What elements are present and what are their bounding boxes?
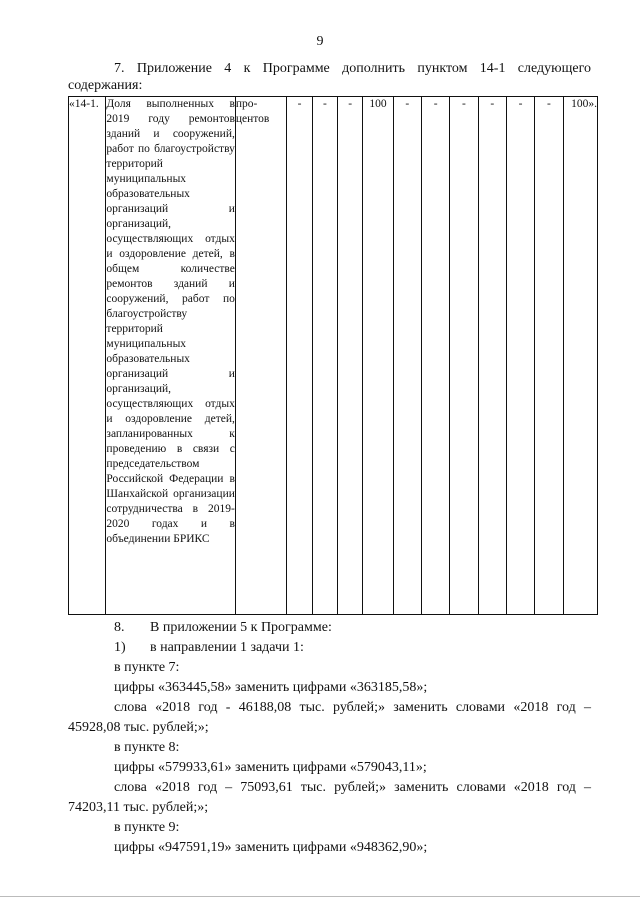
list-item: цифры «947591,19» заменить цифрами «948362,90»; <box>114 840 428 855</box>
value-cell: - <box>535 97 563 615</box>
indicator-name: Доля выполненных в 2019 году ремонтов зданий и сооружений, работ по благоустройству территорий муниципальных образовательных организаций и организаций, осуществляющих отдых и оздоровление детей, в общем количестве ремонтов зданий и сооружений, работ по благоустройству территорий муниципальных образовательных организаций и организаций, осуществляющих отдых и оздоровление детей, запланированных к проведению в связи с председательством Российской Федерации в Шанхайской организации сотрудничества в 2019-2020 годах и в объединении БРИКС <box>106 97 235 615</box>
list-item: в пункте 8: <box>114 740 180 755</box>
table-row <box>69 97 598 615</box>
list-item: цифры «363445,58» заменить цифрами «363185,58»; <box>114 680 428 695</box>
item-number: 8. <box>114 620 125 635</box>
list-item: слова «2018 год – 75093,61 тыс. рублей;» заменить словами «2018 год – 74203,11 тыс. рублей;»; <box>68 780 591 815</box>
list-item <box>68 618 591 638</box>
item-text: В приложении 5 к Программе: <box>150 620 332 635</box>
value-cell: - <box>421 97 449 615</box>
value-cell: - <box>338 97 363 615</box>
value-cell: - <box>450 97 478 615</box>
list-item: слова «2018 год - 46188,08 тыс. рублей;» заменить словами «2018 год – 45928,08 тыс. рублей;»; <box>68 700 591 735</box>
intro-paragraph: 7. Приложение 4 к Программе дополнить пунктом 14-1 следующего содержания: <box>68 61 591 93</box>
row-number: «14-1. <box>69 97 106 615</box>
value-cell: - <box>287 97 312 615</box>
amendments-text <box>68 618 591 858</box>
list-item: цифры «579933,61» заменить цифрами «579043,11»; <box>114 760 427 775</box>
list-item <box>68 638 591 658</box>
scan-edge-line <box>0 896 640 897</box>
list-item: в пункте 9: <box>114 820 180 835</box>
last-value-cell: 100». <box>563 97 597 615</box>
page-number: 9 <box>316 34 324 49</box>
unit-cell: про- центов <box>235 97 287 615</box>
item-text: в направлении 1 задачи 1: <box>150 640 304 655</box>
value-cell: 100 <box>363 97 393 615</box>
value-cell: - <box>312 97 337 615</box>
value-cell: - <box>393 97 421 615</box>
value-cell: - <box>506 97 534 615</box>
indicator-table <box>68 96 598 615</box>
list-item: в пункте 7: <box>114 660 180 675</box>
value-cell: - <box>478 97 506 615</box>
item-number: 1) <box>114 640 126 655</box>
